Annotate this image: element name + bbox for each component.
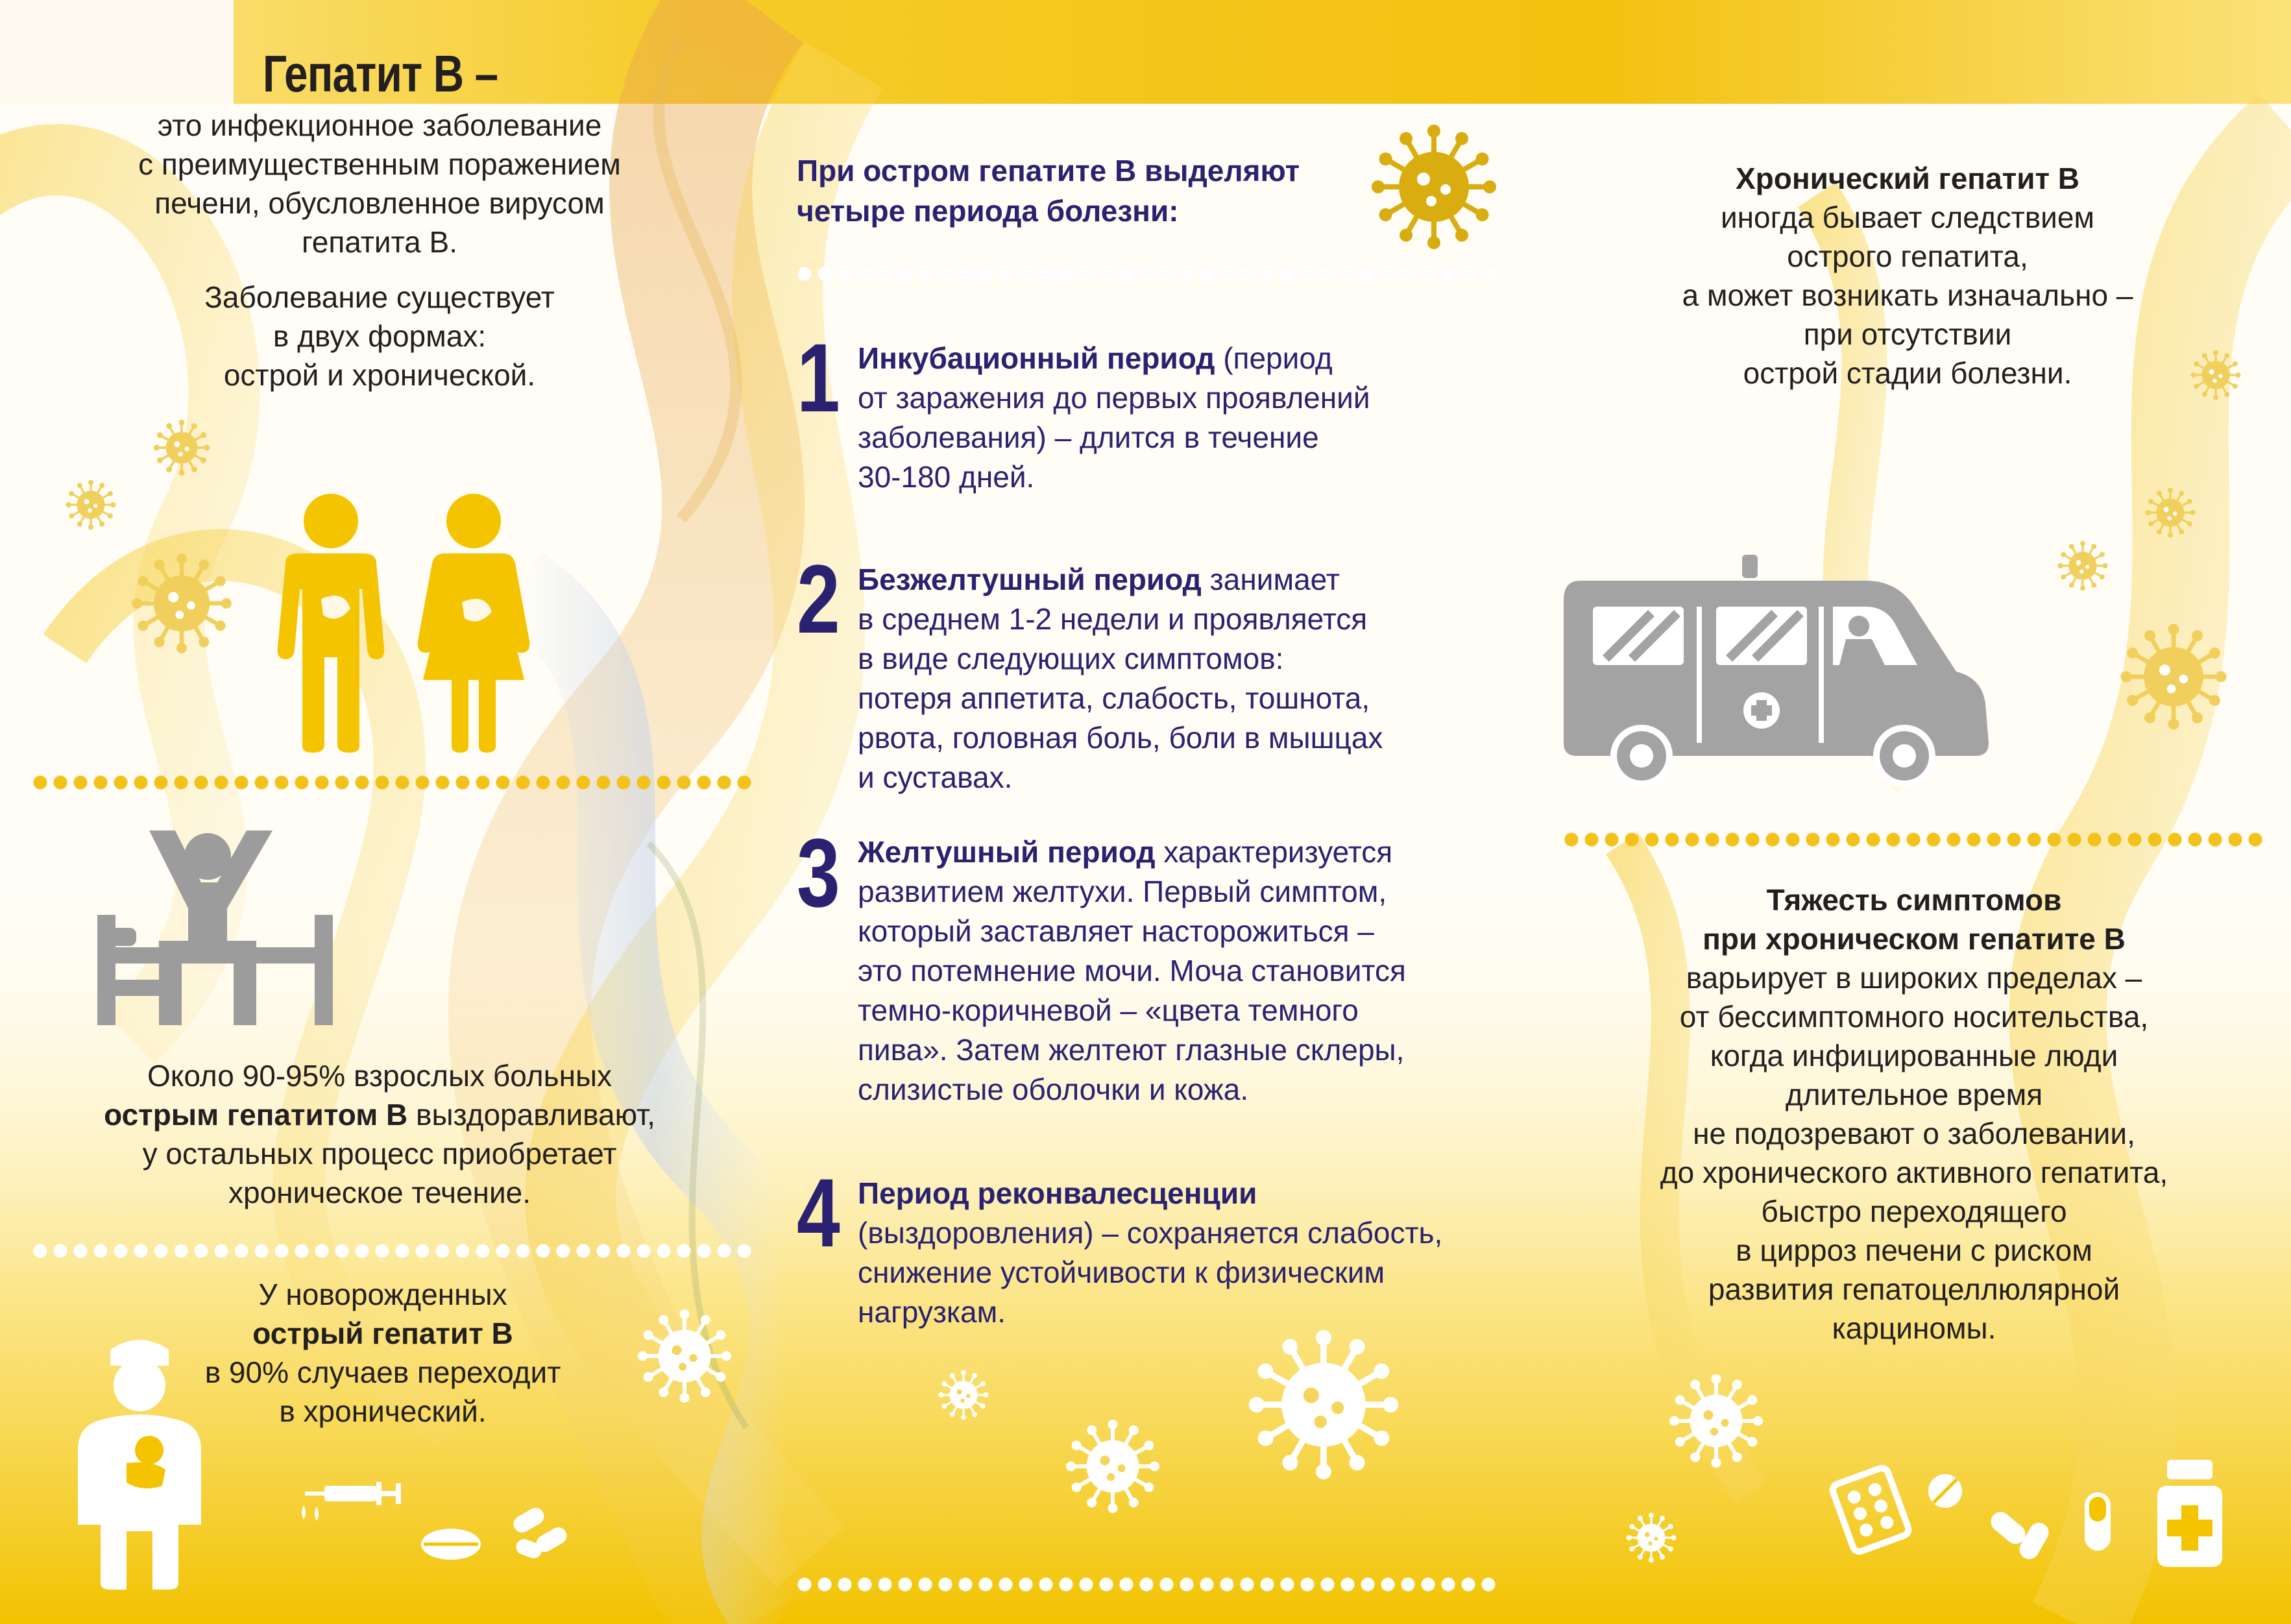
capsules-icon [1982, 1499, 2054, 1570]
divider-dots [32, 1243, 753, 1259]
virus-icon [2190, 349, 2242, 401]
severity-line: быстро переходящего [1761, 1194, 2067, 1228]
period-text [858, 560, 1507, 797]
adults-text [65, 1056, 694, 1212]
virus-icon [938, 1369, 989, 1421]
divider-dots [1564, 832, 2264, 847]
period-title: Инкубационный период [858, 341, 1215, 375]
newborns-text [162, 1275, 603, 1431]
period-line: (период [1215, 341, 1333, 375]
period-text [858, 832, 1507, 1109]
severity-line: до хронического активного гепатита, [1660, 1156, 2168, 1189]
intro-line: это инфекционное заболевание [157, 108, 602, 142]
severity-line: развития гепатоцеллюлярной [1708, 1272, 2120, 1306]
adults-line: хроническое течение. [228, 1176, 531, 1209]
virus-icon [130, 551, 234, 655]
syringe-icon [298, 1473, 402, 1525]
man-icon [273, 492, 389, 753]
period-text [858, 1174, 1539, 1332]
period-line: нагрузкам. [858, 1295, 1006, 1329]
virus-icon [65, 479, 117, 531]
period-title: Безжелтушный период [858, 563, 1202, 596]
periods-heading [797, 151, 1381, 231]
intro-line: печени, обусловленное вирусом [154, 186, 605, 220]
period-number: 1 [797, 323, 840, 432]
chronic-bold: Хронический гепатит В [1735, 162, 2079, 195]
period-line: рвота, головная боль, боли в мышцах [858, 721, 1383, 755]
severity-text [1564, 880, 2264, 1348]
forms-text [91, 278, 668, 394]
period-line: 30-180 дней. [858, 460, 1035, 494]
virus-icon [2057, 540, 2109, 592]
virus-icon [1246, 1327, 1401, 1483]
newborns-line: У новорожденных [258, 1278, 507, 1311]
severity-bold: Тяжесть симптомов [1766, 883, 2062, 917]
period-number: 2 [797, 544, 840, 653]
page-title: Гепатит В – [263, 45, 498, 103]
virus-icon [152, 418, 211, 477]
medicine-bottle-icon [2154, 1460, 2225, 1570]
pill-icon [1927, 1473, 1963, 1509]
period-line: темно-коричневой – «цвета темного [858, 993, 1359, 1027]
pill-icon [418, 1525, 483, 1564]
period-line: который заставляет насторожиться – [858, 914, 1374, 948]
forms-line: острой и хронической. [223, 358, 536, 392]
period-line: слизистые оболочки и кожа. [858, 1073, 1249, 1106]
period-number: 4 [797, 1158, 840, 1267]
severity-line: варьирует в широких пределах – [1686, 961, 2142, 995]
virus-icon [2118, 622, 2229, 732]
severity-line: от бессимптомного носительства, [1679, 1000, 2149, 1034]
virus-icon [1667, 1372, 1765, 1470]
severity-line: в цирроз печени с риском [1736, 1233, 2092, 1267]
period-title: Период реконвалесценции [858, 1176, 1257, 1210]
period-line: пива». Затем желтеют глазные склеры, [858, 1033, 1405, 1067]
period-title: Желтушный период [858, 835, 1156, 869]
intro-text [91, 106, 668, 261]
patient-in-bed-icon [97, 830, 344, 1025]
adults-bold: острым гепатитом В [104, 1098, 408, 1132]
severity-bold: при хроническом гепатите В [1703, 922, 2126, 956]
severity-line: длительное время [1785, 1078, 2043, 1111]
divider-dots [32, 775, 753, 790]
period-line: потеря аппетита, слабость, тошнота, [858, 681, 1370, 715]
virus-icon [1064, 1418, 1161, 1515]
period-number: 3 [797, 818, 840, 927]
period-text [858, 339, 1507, 497]
forms-line: Заболевание существует [204, 280, 555, 314]
forms-line: в двух формах: [273, 319, 487, 353]
blister-pack-icon [1828, 1468, 1913, 1552]
period-line: (выздоровления) – сохраняется слабость, [858, 1216, 1443, 1250]
severity-line: не подозревают о заболевании, [1693, 1117, 2135, 1150]
period-line: снижение устойчивости к физическим [858, 1255, 1385, 1289]
ambulance-icon [1560, 555, 1995, 788]
chronic-line: острого гепатита, [1787, 239, 2028, 273]
divider-dots [797, 1577, 1497, 1592]
chronic-text [1583, 159, 2232, 393]
period-line: развитием желтухи. Первый симптом, [858, 875, 1387, 908]
virus-icon [636, 1307, 733, 1405]
chronic-line: иногда бывает следствием [1720, 200, 2095, 234]
nurse-with-baby-icon [71, 1330, 208, 1590]
periods-heading-line: четыре периода болезни: [797, 194, 1179, 228]
intro-line: гепатита В. [302, 225, 457, 259]
adults-line: Около 90-95% взрослых больных [147, 1059, 612, 1093]
chronic-line: а может возникать изначально – [1682, 278, 2133, 312]
chronic-line: острой стадии болезни. [1743, 356, 2072, 390]
period-line: заболевания) – длится в течение [858, 420, 1319, 454]
adults-line: выздоравливают, [407, 1098, 655, 1132]
period-line: занимает [1201, 563, 1340, 596]
capsule-icon [2081, 1489, 2114, 1554]
intro-line: с преимущественным поражением [138, 147, 621, 181]
virus-icon [1625, 1512, 1677, 1564]
severity-line: карциномы. [1832, 1311, 1996, 1345]
chronic-line: при отсутствии [1803, 317, 2012, 351]
period-line: характеризуется [1155, 835, 1393, 869]
capsules-icon [509, 1505, 574, 1564]
woman-icon [415, 492, 532, 753]
newborns-line: в хронический. [279, 1394, 487, 1428]
divider-dots [797, 266, 1497, 282]
newborns-line: в 90% случаев переходит [204, 1355, 561, 1389]
newborns-bold: острый гепатит В [252, 1316, 513, 1350]
virus-icon [1369, 122, 1499, 252]
period-line: в виде следующих симптомов: [858, 642, 1284, 675]
period-line: это потемнение мочи. Моча становится [858, 954, 1406, 988]
virus-icon [2144, 487, 2196, 539]
period-line: и суставах. [858, 760, 1013, 794]
period-line: в среднем 1-2 недели и проявляется [858, 602, 1368, 636]
period-line: от заражения до первых проявлений [858, 381, 1370, 415]
severity-line: когда инфицированные люди [1710, 1039, 2118, 1073]
adults-line: у остальных процесс приобретает [142, 1137, 617, 1170]
periods-heading-line: При остром гепатите В выделяют [797, 154, 1300, 188]
